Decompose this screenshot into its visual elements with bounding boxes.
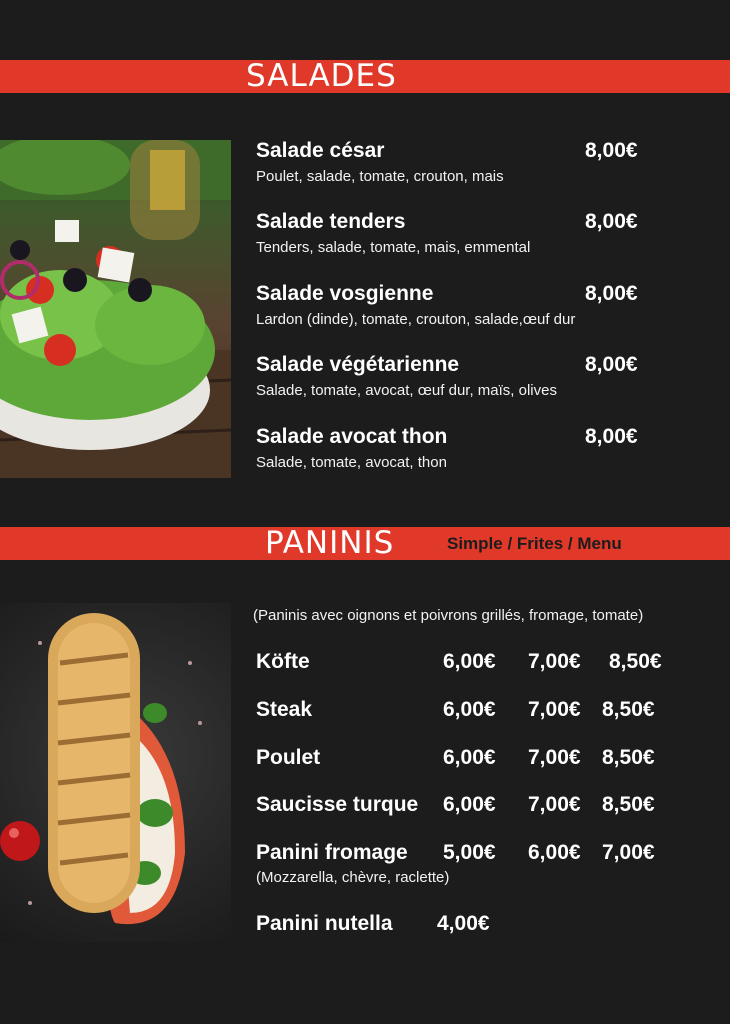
panini-saucisse-price-simple: 6,00€ [443,793,496,816]
panini-nutella-name: Panini nutella [256,912,393,935]
salade-tenders-name: Salade tenders [256,210,406,233]
paninis-subtitle: Simple / Frites / Menu [447,534,622,553]
salade-avocat-thon-name: Salade avocat thon [256,425,448,448]
panini-fromage-price-simple: 5,00€ [443,841,496,864]
panini-steak-price-frites: 7,00€ [528,698,581,721]
salades-header-band [0,60,730,93]
panini-poulet-price-simple: 6,00€ [443,746,496,769]
panini-steak-price-menu: 8,50€ [602,698,655,721]
paninis-note: (Paninis avec oignons et poivrons grillés, fromage, tomate) [253,607,644,624]
panini-illustration [0,603,231,942]
panini-steak-name: Steak [256,698,313,721]
panini-saucisse-price-menu: 8,50€ [602,793,655,816]
panini-fromage-price-frites: 6,00€ [528,841,581,864]
panini-steak-price-simple: 6,00€ [443,698,496,721]
salade-avocat-thon-price: 8,00€ [585,425,638,448]
salade-tenders-desc: Tenders, salade, tomate, mais, emmental [256,239,531,256]
salade-vosgienne-desc: Lardon (dinde), tomate, crouton, salade,œuf dur [256,311,576,328]
paninis-title: PANINIS [265,525,395,561]
panini-saucisse-price-frites: 7,00€ [528,793,581,816]
panini-nutella-price: 4,00€ [437,912,490,935]
panini-kofte-price-simple: 6,00€ [443,650,496,673]
panini-saucisse-name: Saucisse turque [256,793,419,816]
panini-poulet-name: Poulet [256,746,321,769]
panini-kofte-price-menu: 8,50€ [609,650,662,673]
salade-vosgienne-name: Salade vosgienne [256,282,434,305]
panini-fromage-note: (Mozzarella, chèvre, raclette) [256,869,450,886]
salade-tenders-price: 8,00€ [585,210,638,233]
panini-poulet-price-frites: 7,00€ [528,746,581,769]
panini-fromage-name: Panini fromage [256,841,408,864]
salade-cesar-name: Salade césar [256,139,385,162]
salade-vegetarienne-name: Salade végétarienne [256,353,460,376]
panini-fromage-price-menu: 7,00€ [602,841,655,864]
salad-photo [0,140,231,478]
panini-kofte-name: Köfte [256,650,310,673]
salad-bowl-illustration [0,140,231,478]
salades-title: SALADES [246,58,397,94]
salade-cesar-desc: Poulet, salade, tomate, crouton, mais [256,168,504,185]
salade-avocat-thon-desc: Salade, tomate, avocat, thon [256,454,447,471]
salade-vosgienne-price: 8,00€ [585,282,638,305]
panini-photo [0,603,231,942]
panini-poulet-price-menu: 8,50€ [602,746,655,769]
salade-vegetarienne-price: 8,00€ [585,353,638,376]
paninis-header-band [0,527,730,560]
panini-kofte-price-frites: 7,00€ [528,650,581,673]
salade-cesar-price: 8,00€ [585,139,638,162]
salade-vegetarienne-desc: Salade, tomate, avocat, œuf dur, maïs, olives [256,382,557,399]
